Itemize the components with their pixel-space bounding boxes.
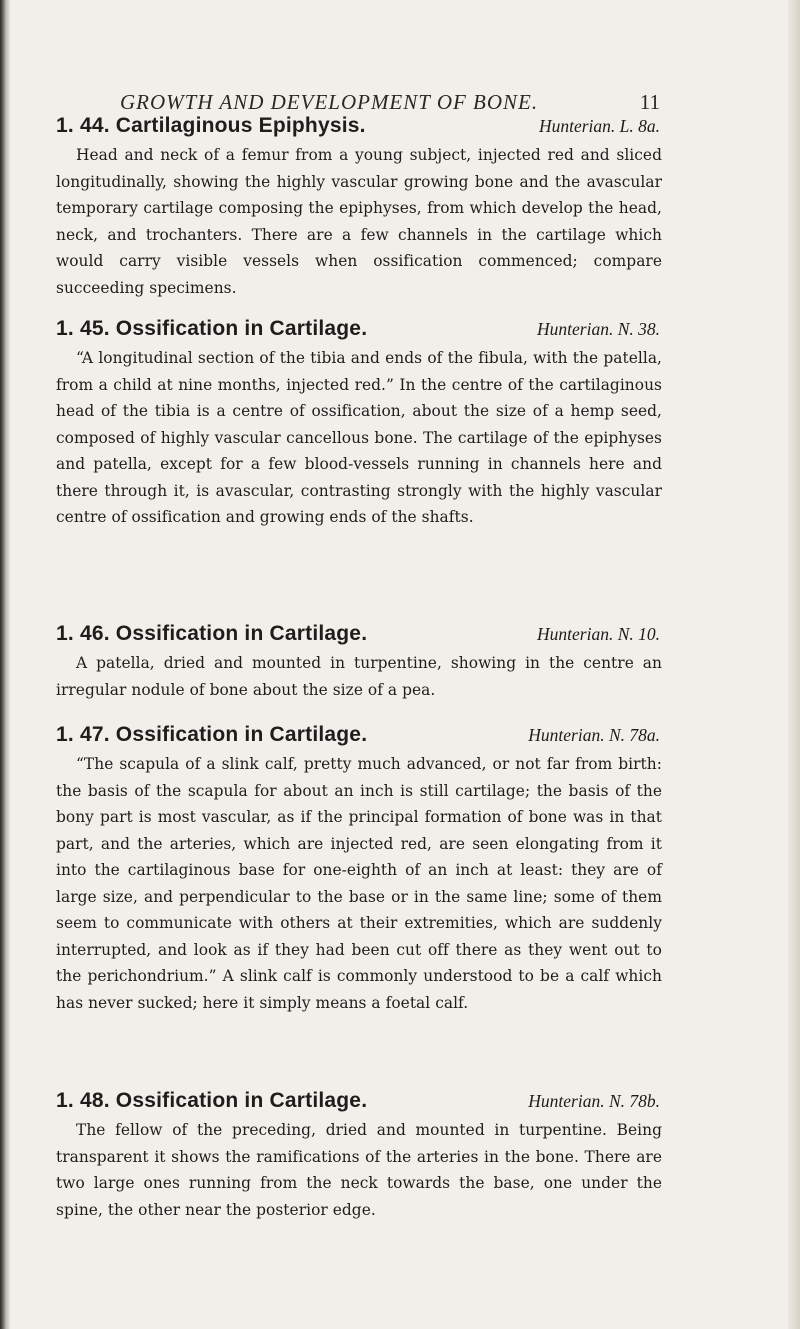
entry-title: [56, 114, 366, 138]
running-head-title: GROWTH AND DEVELOPMENT OF BONE.: [120, 90, 539, 114]
entry-number: 1. 46.: [56, 622, 110, 645]
entry-title-text: Ossification in Cartilage.: [115, 1089, 368, 1112]
entry-title: [56, 622, 367, 646]
entry-title-text: Ossification in Cartilage.: [115, 622, 368, 645]
entry-reference: Hunterian. N. 78b.: [528, 1091, 660, 1111]
running-head: [120, 90, 660, 115]
catalogue-entry-1-45: [56, 317, 662, 531]
scan-edge-right: [788, 0, 800, 1329]
catalogue-entry-1-46: [56, 622, 662, 703]
entry-title: [56, 317, 367, 341]
entry-heading: [56, 114, 662, 138]
entry-description: “A longitudinal section of the tibia and ends of the fibula, with the patella, from a child at nine months, injected red.” In the centre of the cartilaginous head of the tibia is a centre of ossification, about the size of a hemp seed, composed of highly vascular cancellous bone. The cartilage of the epiphyses and patella, except for a few blood-vessels running in channels here and there through it, is avascular, contrasting strongly with the highly vascular centre of ossification and growing ends of the shafts.: [56, 349, 662, 526]
entry-description: A patella, dried and mounted in turpentine, showing in the centre an irregular nodule of bone about the size of a pea.: [56, 654, 662, 699]
entry-title-text: Ossification in Cartilage.: [115, 317, 368, 340]
entry-number: 1. 47.: [56, 723, 110, 746]
entry-description: The fellow of the preceding, dried and mounted in turpentine. Being transparent it shows the ramifications of the arteries in the bone. There are two large ones running from the neck towards the base, one under the spine, the other near the posterior edge.: [56, 1121, 662, 1219]
entry-title: [56, 1089, 367, 1113]
entry-heading: [56, 622, 662, 646]
entry-reference: Hunterian. N. 10.: [537, 624, 660, 644]
catalogue-entry-1-48: [56, 1089, 662, 1223]
scan-edge-left: [0, 0, 10, 1329]
entry-description: Head and neck of a femur from a young subject, injected red and sliced longitudinally, showing the highly vascular growing bone and the avascular temporary cartilage composing the epiphyses, from which develop the head, neck, and trochanters. There are a few channels in the cartilage which would carry visible vessels when ossification commenced; compare succeeding specimens.: [56, 146, 662, 297]
catalogue-entry-1-44: [56, 114, 662, 301]
entry-reference: Hunterian. N. 38.: [537, 319, 660, 339]
entry-heading: [56, 317, 662, 341]
entry-heading: [56, 723, 662, 747]
entry-reference: Hunterian. N. 78a.: [528, 725, 660, 745]
entry-number: 1. 44.: [56, 114, 110, 137]
entry-title: [56, 723, 367, 747]
entry-description: “The scapula of a slink calf, pretty much advanced, or not far from birth: the basis of the scapula for about an inch is still cartilage; the basis of the bony part is most vascular, as if the principal formation of bone was in that part, and the arteries, which are injected red, are seen elongating from it into the cartilaginous base for one-eighth of an inch at least: they are of large size, and perpendicular to the base or in the same line; some of them seem to communicate with others at their extremities, which are suddenly interrupted, and look as if they had been cut off there as they went out to the perichondrium.” A slink calf is commonly understood to be a calf which has never sucked; here it simply means a foetal calf.: [56, 755, 662, 1012]
entry-heading: [56, 1089, 662, 1113]
entry-title-text: Cartilaginous Epiphysis.: [115, 114, 366, 137]
entry-number: 1. 48.: [56, 1089, 110, 1112]
entry-reference: Hunterian. L. 8a.: [538, 116, 660, 136]
catalogue-entry-1-47: [56, 723, 662, 1016]
page-number: 11: [639, 90, 660, 114]
entry-title-text: Ossification in Cartilage.: [115, 723, 368, 746]
entry-number: 1. 45.: [56, 317, 110, 340]
